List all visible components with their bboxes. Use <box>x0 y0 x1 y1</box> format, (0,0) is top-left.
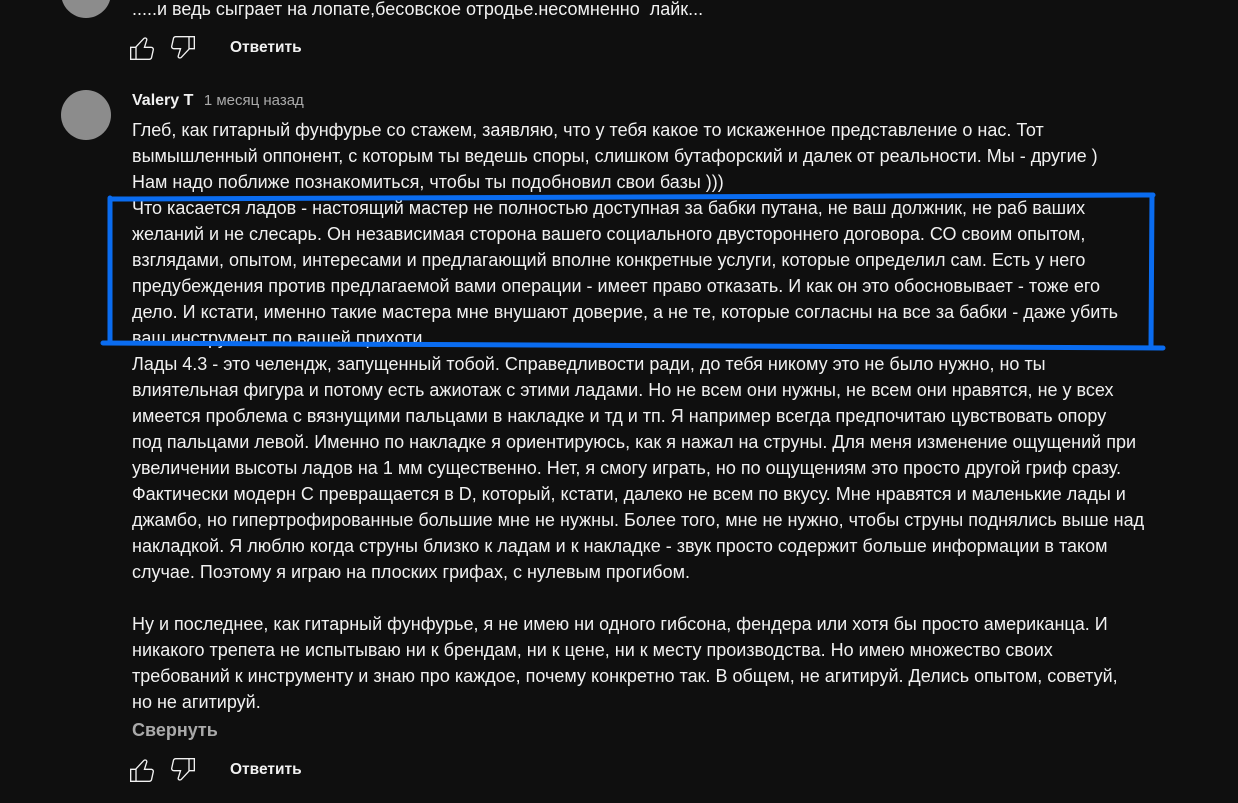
comment-timestamp[interactable]: 1 месяц назад <box>203 92 304 109</box>
comment-author[interactable]: Valery T <box>132 92 194 109</box>
comment-text-line: взглядами, опытом, интересами и предлагающий вполне конкретные услуги, которые определил сам. Есть у него <box>132 250 1086 270</box>
comment-text-line: Глеб, как гитарный фунфурье со стажем, заявляю, что у тебя какое то искаженное представление о нас. Тот <box>132 120 1044 140</box>
comment-header <box>132 90 304 112</box>
thumb-up-icon <box>126 754 158 786</box>
comment-action-row <box>0 32 420 64</box>
comment-text-partial: .....и ведь сыграет на лопате,бесовское отродье.несомненно лайк... <box>132 0 704 19</box>
comment-text-line <box>132 585 1144 611</box>
avatar[interactable] <box>61 0 111 18</box>
comment-text-line: желаний и не слесарь. Он независимая сторона вашего социального двустороннего договора. СО своим опытом, <box>132 224 1086 244</box>
thumb-down-icon <box>167 32 199 64</box>
collapse-button[interactable]: Свернуть <box>132 720 218 740</box>
comment-text-line: требований к инструменту и знаю про каждое, почему конкретно так. В общем, не агитируй. Делись опытом, советуй, <box>132 666 1118 686</box>
comment-text-line: джамбо, но гипертрофированные большие мне не нужны. Более того, мне не нужно, чтобы струны поднялись выше над <box>132 510 1145 530</box>
comment-text-line: вымышленный оппонент, с которым ты ведешь споры, слишком бутафорский и далек от реальности. Мы - другие ) <box>132 146 1098 166</box>
comment-text-line: ваш инструмент по вашей прихоти. <box>132 328 428 348</box>
highlight-right-edge <box>1151 195 1152 346</box>
like-button[interactable] <box>126 32 158 64</box>
reply-button[interactable]: Ответить <box>230 761 302 778</box>
comment-action-row <box>0 754 420 786</box>
comment-text-line: накладкой. Я люблю когда струны близко к ладам и к накладке - звук просто содержит больше информации в таком <box>132 536 1108 556</box>
dislike-button[interactable] <box>167 32 199 64</box>
comment-text-line: случае. Поэтому я играю на плоских грифах, с нулевым прогибом. <box>132 562 690 582</box>
comment-text-line: увеличении высоты ладов на 1 мм существенно. Нет, я смогу играть, но по ощущениям это просто другой гриф сразу. <box>132 458 1122 478</box>
comment-text-line: никакого трепета не испытываю ни к брендам, ни к цене, ни к месту производства. Но имею множество своих <box>132 640 1053 660</box>
reply-button[interactable]: Ответить <box>230 39 302 56</box>
thumb-down-icon <box>167 754 199 786</box>
comment-text-line: но не агитируй. <box>132 692 261 712</box>
comment-text-line: под пальцами левой. Именно по накладке я ориентируюсь, как я нажал на струны. Для меня изменение ощущений при <box>132 432 1137 452</box>
comment-text-line: Ну и последнее, как гитарный фунфурье, я не имею ни одного гибсона, фендера или хотя бы просто американца. И <box>132 614 1108 634</box>
comment-text-line: Нам надо поближе познакомиться, чтобы ты подобновил свои базы ))) <box>132 172 724 192</box>
like-button[interactable] <box>126 754 158 786</box>
comment-text-line: Лады 4.3 - это челендж, запущенный тобой. Справедливости ради, до тебя никому это не было нужно, но ты <box>132 354 1046 374</box>
thumb-up-icon <box>126 32 158 64</box>
avatar[interactable] <box>61 90 111 140</box>
comment-text-line: дело. И кстати, именно такие мастера мне внушают доверие, а не те, которые согласны на все за бабки - даже убить <box>132 302 1118 322</box>
comment-text-line: влиятельная фигура и потому есть ажиотаж с этими ладами. Но не всем они нужны, не всем они нравятся, не у всех <box>132 380 1114 400</box>
comment-text-line: Фактически модерн С превращается в D, который, кстати, далеко не всем по вкусу. Мне нравятся и маленькие лады и <box>132 484 1126 504</box>
comment-text <box>132 117 1144 715</box>
comment-text-line: имеется проблема с вязнущими пальцами в накладке и тд и тп. Я например всегда предпочитаю цувствовать опору <box>132 406 1107 426</box>
dislike-button[interactable] <box>167 754 199 786</box>
comment-text-line: Что касается ладов - настоящий мастер не полностью доступная за бабки путана, не ваш должник, не раб ваших <box>132 198 1086 218</box>
comment-text-line: предубеждения против предлагаемой вами операции - имеет право отказать. И как он это обосновывает - тоже его <box>132 276 1101 296</box>
